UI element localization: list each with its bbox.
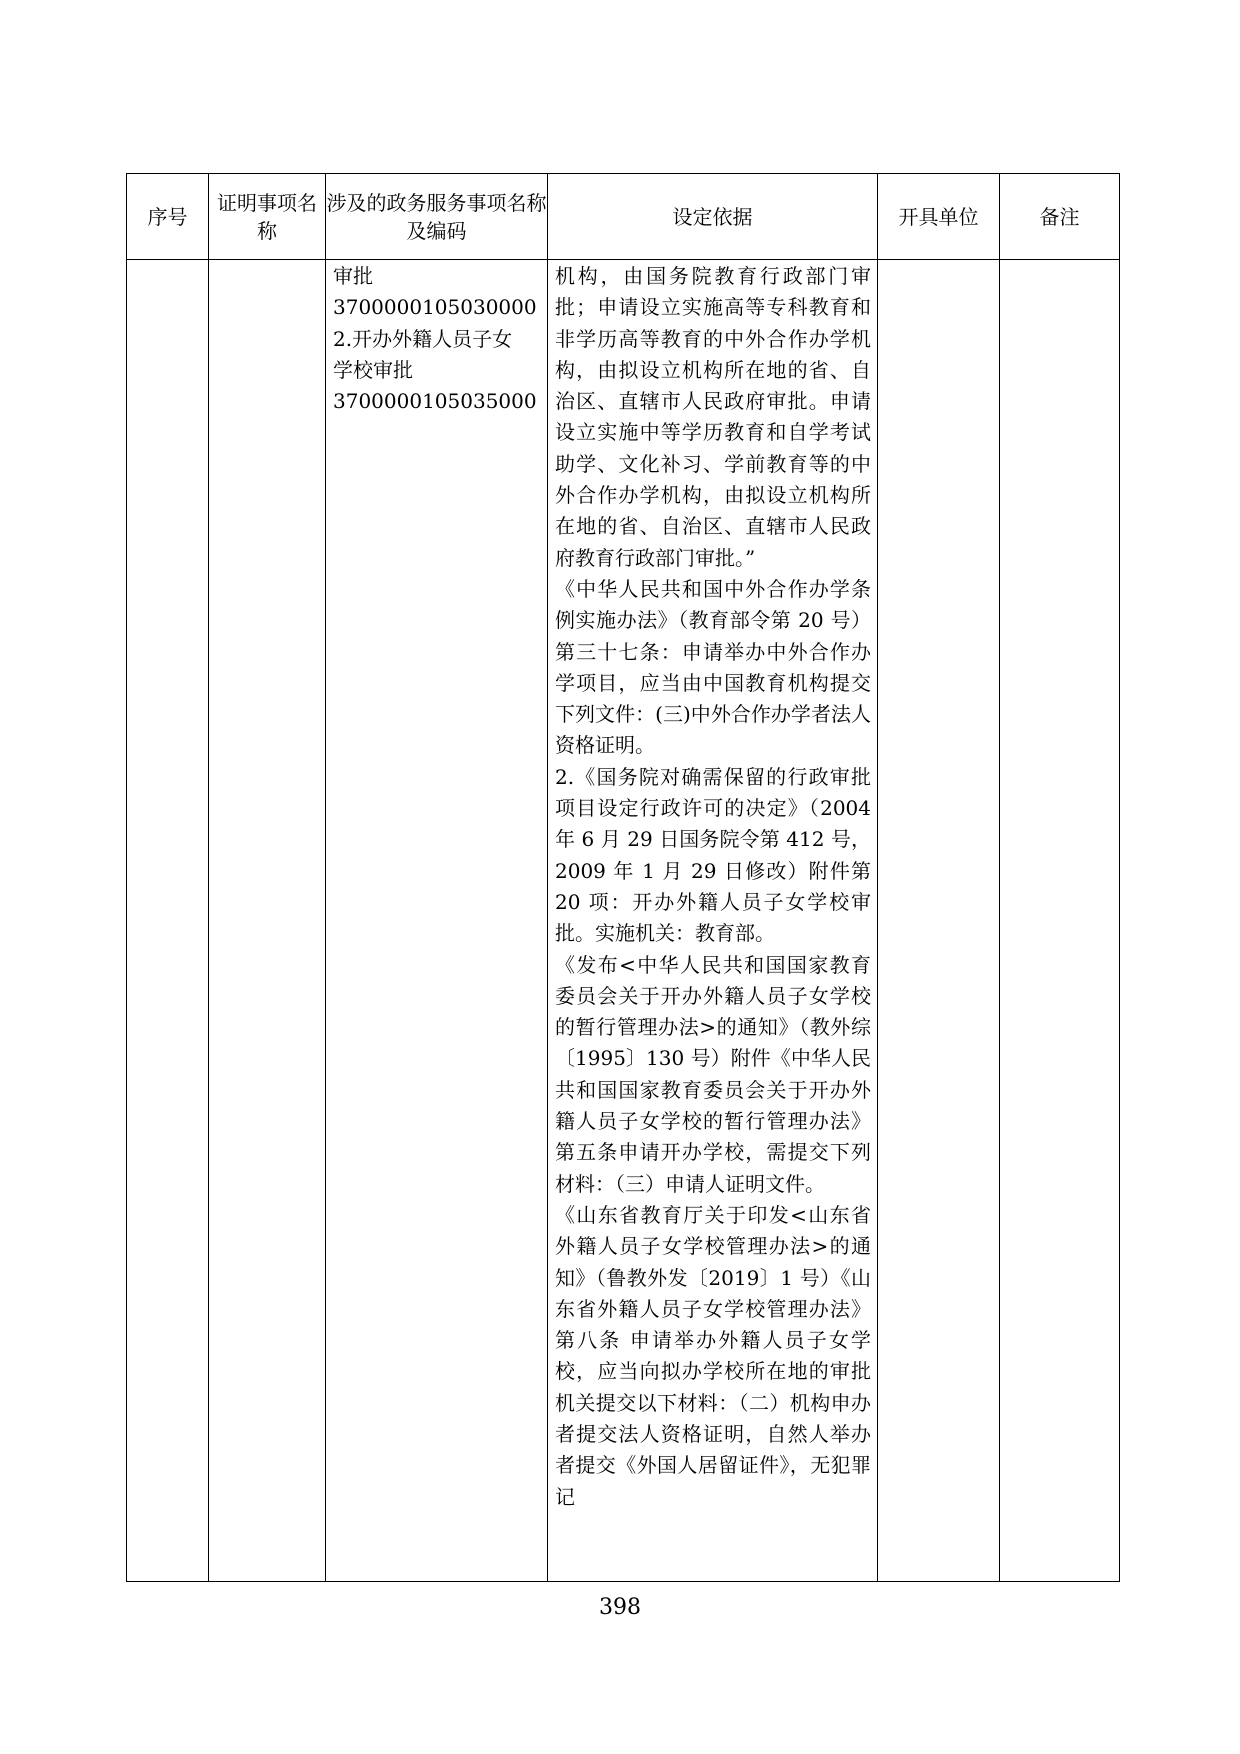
cell-item-name [209,260,326,1582]
service-code: 3700000105030000 [333,295,537,320]
header-seq: 序号 [127,174,209,260]
service-line: 审批 [333,264,373,288]
table-row [127,260,1120,1582]
cell-basis [548,260,878,1582]
cell-issuer [878,260,1000,1582]
document-table [126,173,1120,1582]
service-line: 2.开办外籍人员子女 [333,326,513,351]
header-item-name: 证明事项名称 [209,174,326,260]
cell-service-item [326,260,548,1582]
cell-seq [127,260,209,1582]
table-header-row [127,174,1120,260]
header-basis: 设定依据 [548,174,878,260]
basis-paragraph: 《山东省教育厅关于印发<山东省外籍人员子女学校管理办法>的通知》（鲁教外发〔2019〕1 号）《山东省外籍人员子女学校管理办法》 第八条 申请举办外籍人员子女学校，应当向拟办学校所在地的审批机关提交以下材料：（二）机构申办者提交法人资格证明，自然人举办者提交《外国人居留证件》，无犯罪记 [555,1202,871,1509]
header-service-item: 涉及的政务服务事项名称及编码 [326,174,548,260]
page-number: 398 [599,1595,641,1620]
header-issuer: 开具单位 [878,174,1000,260]
basis-paragraph: 2.《国务院对确需保留的行政审批项目设定行政许可的决定》（2004 年 6 月 29 日国务院令第 412 号，2009 年 1 月 29 日修改）附件第 20 项：开办外籍人员子女学校审批。实施机关：教育部。 [555,764,871,946]
basis-paragraph: 《中华人民共和国中外合作办学条例实施办法》（教育部令第 20 号）第三十七条：申请举办中外合作办学项目，应当由中国教育机构提交下列文件：(三)中外合作办学者法人资格证明。 [555,576,871,758]
service-line: 学校审批 [333,357,413,382]
basis-paragraph: 机构，由国务院教育行政部门审批；申请设立实施高等专科教育和非学历高等教育的中外合作办学机构，由拟设立机构所在地的省、自治区、直辖市人民政府审批。申请设立实施中等学历教育和自学考试助学、文化补习、学前教育等的中外合作办学机构，由拟设立机构所在地的省、自治区、直辖市人民政府教育行政部门审批。” [555,264,871,570]
header-remarks: 备注 [1000,174,1120,260]
service-code: 3700000105035000 [333,389,537,414]
basis-paragraph: 《发布<中华人民共和国国家教育委员会关于开办外籍人员子女学校的暂行管理办法>的通知》（教外综〔1995〕130 号）附件《中华人民共和国国家教育委员会关于开办外籍人员子女学校的暂行管理办法》第五条申请开办学校，需提交下列材料：（三）申请人证明文件。 [555,952,871,1196]
cell-remarks [1000,260,1120,1582]
